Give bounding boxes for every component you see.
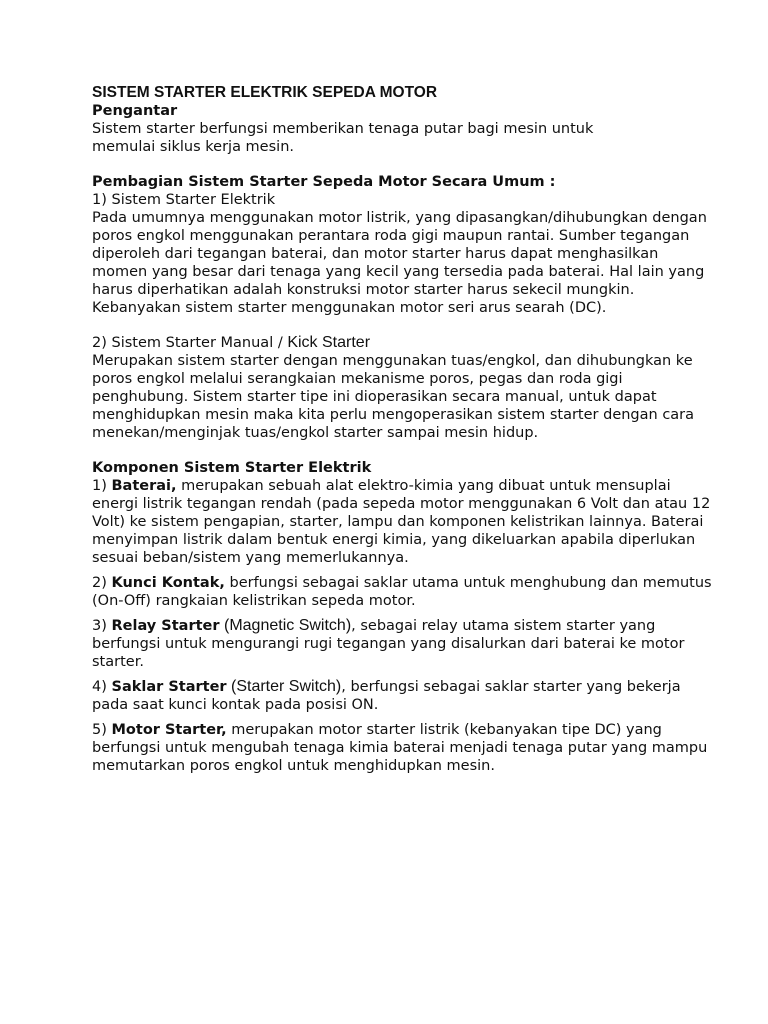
baterai-term: Baterai, <box>111 478 177 494</box>
elektrik-line: poros engkol menggunakan perantara roda gigi maupun rantai. Sumber tegangan <box>92 228 690 244</box>
item-number: 1) <box>92 478 112 494</box>
baterai-line: menyimpan listrik dalam bentuk energi kimia, yang dikeluarkan apabila diperlukan <box>92 532 696 548</box>
elektrik-line: diperoleh dari tegangan baterai, dan motor starter harus dapat menghasilkan <box>92 246 659 262</box>
kunci-first-line <box>92 574 712 592</box>
manual-heading-kick: Kick Starter <box>287 334 371 351</box>
motor-term: Motor Starter, <box>111 722 227 738</box>
motor-line: berfungsi untuk mengubah tenaga kimia baterai menjadi tenaga putar yang mampu <box>92 740 708 756</box>
spacer <box>92 442 682 459</box>
item-number: 5) <box>92 722 112 738</box>
saklar-line: pada saat kunci kontak pada posisi ON. <box>92 697 379 713</box>
elektrik-line: momen yang besar dari tenaga yang kecil yang tersedia pada baterai. Hal lain yang <box>92 264 705 280</box>
motor-line: memutarkan poros engkol untuk menghidupkan mesin. <box>92 758 495 774</box>
saklar-first-rest: , berfungsi sebagai saklar starter yang bekerja <box>341 679 681 695</box>
manual-line: poros engkol melalui serangkaian mekanisme poros, pegas dan roda gigi <box>92 371 623 387</box>
motor-first-rest: merupakan motor starter listrik (kebanyakan tipe DC) yang <box>226 722 662 738</box>
kunci-line: (On-Off) rangkaian kelistrikan sepeda motor. <box>92 593 416 609</box>
document-title: SISTEM STARTER ELEKTRIK SEPEDA MOTOR <box>92 84 438 101</box>
relay-line: starter. <box>92 654 144 670</box>
elektrik-line: Kebanyakan sistem starter menggunakan motor seri arus searah (DC). <box>92 300 607 316</box>
components-heading: Komponen Sistem Starter Elektrik <box>92 460 372 476</box>
relay-line: berfungsi untuk mengurangi rugi tegangan yang disalurkan dari baterai ke motor <box>92 636 685 652</box>
elektrik-line: harus diperhatikan adalah konstruksi motor starter harus sekecil mungkin. <box>92 282 635 298</box>
spacer <box>92 671 682 678</box>
spacer <box>92 567 682 574</box>
saklar-first-line <box>92 678 682 696</box>
relay-first-rest: , sebagai relay utama sistem starter yang <box>351 618 656 634</box>
manual-heading-prefix: 2) Sistem Starter Manual / <box>92 335 288 351</box>
manual-line: menekan/menginjak tuas/engkol starter sampai mesin hidup. <box>92 425 539 441</box>
manual-line: Merupakan sistem starter dengan menggunakan tuas/engkol, dan dihubungkan ke <box>92 353 693 369</box>
relay-term: Relay Starter <box>111 618 220 634</box>
document-page <box>92 84 712 775</box>
item-number: 3) <box>92 618 112 634</box>
spacer <box>92 714 682 721</box>
intro-line: memulai siklus kerja mesin. <box>92 139 294 155</box>
item-number: 2) <box>92 575 112 591</box>
manual-heading <box>92 334 682 352</box>
manual-line: menghidupkan mesin maka kita perlu mengoperasikan sistem starter dengan cara <box>92 407 695 423</box>
baterai-line: sesuai beban/sistem yang memerlukannya. <box>92 550 409 566</box>
kunci-term: Kunci Kontak, <box>111 575 225 591</box>
relay-first-line <box>92 617 682 635</box>
item-number: 4) <box>92 679 112 695</box>
spacer <box>92 610 682 617</box>
saklar-term: Saklar Starter <box>111 679 227 695</box>
baterai-first-line <box>92 477 682 495</box>
types-heading: Pembagian Sistem Starter Sepeda Motor Secara Umum : <box>92 174 556 190</box>
elektrik-heading: 1) Sistem Starter Elektrik <box>92 192 276 208</box>
motor-first-line <box>92 721 682 739</box>
spacer <box>92 156 682 173</box>
baterai-line: Volt) ke sistem pengapian, starter, lampu dan komponen kelistrikan lainnya. Baterai <box>92 514 704 530</box>
baterai-line: energi listrik tegangan rendah (pada sepeda motor menggunakan 6 Volt dan atau 12 <box>92 496 711 512</box>
manual-line: penghubung. Sistem starter tipe ini dioperasikan secara manual, untuk dapat <box>92 389 657 405</box>
kunci-first-rest: berfungsi sebagai saklar utama untuk menghubung dan memutus <box>224 575 712 591</box>
relay-paren: (Magnetic Switch) <box>219 617 352 634</box>
saklar-paren: (Starter Switch) <box>226 678 342 695</box>
elektrik-line: Pada umumnya menggunakan motor listrik, yang dipasangkan/dihubungkan dengan <box>92 210 707 226</box>
intro-line: Sistem starter berfungsi memberikan tenaga putar bagi mesin untuk <box>92 121 594 137</box>
intro-heading: Pengantar <box>92 103 178 119</box>
baterai-first-rest: merupakan sebuah alat elektro-kimia yang dibuat untuk mensuplai <box>176 478 671 494</box>
spacer <box>92 317 682 334</box>
